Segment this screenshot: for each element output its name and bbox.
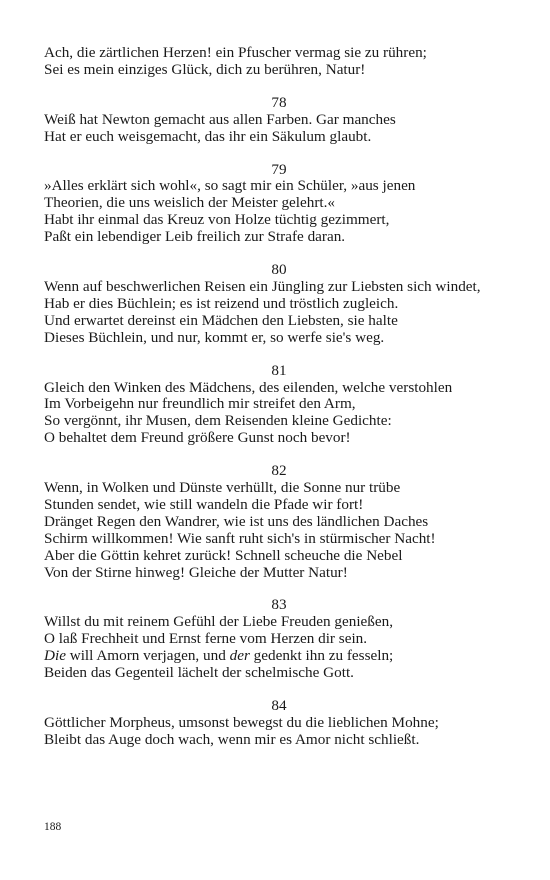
verse-line: Theorien, die uns weislich der Meister gelehrt.« [44,194,336,212]
verse-line: Wenn auf beschwerlichen Reisen ein Jüngling zur Liebsten sich windet, [44,277,481,295]
verse-line: Und erwartet dereinst ein Mädchen den Liebsten, sie halte [44,311,398,329]
poem-84 [44,698,514,749]
verse-line: O laß Frechheit und Ernst ferne vom Herzen dir sein. [44,630,368,648]
verse-line: »Alles erklärt sich wohl«, so sagt mir ein Schüler, »aus jenen [44,177,416,195]
verse-line: Beiden das Gegenteil lächelt der schelmische Gott. [44,664,354,682]
verse-line: Im Vorbeigehn nur freundlich mir streifet den Arm, [44,395,356,413]
poem-number: 84 [271,697,287,714]
verse-line: Sei es mein einziges Glück, dich zu berühren, Natur! [44,60,366,78]
poem-number: 80 [271,261,287,279]
verse-line: Schirm willkommen! Wie sanft ruht sich's in stürmischer Nacht! [44,529,436,547]
verse-line: Dieses Büchlein, und nur, kommt er, so werfe sie's weg. [44,328,385,346]
verse-line: So vergönnt, ihr Musen, dem Reisenden kleine Gedichte: [44,412,392,430]
emphasis-der: der [229,647,250,665]
poem-83 [44,597,514,682]
verse-line: Habt ihr einmal das Kreuz von Holze tüchtig gezimmert, [44,211,390,229]
poem-77-continuation [44,45,514,79]
poem-81 [44,363,514,448]
page-body [44,45,514,749]
page-number: 188 [44,821,62,833]
verse-line: Bleibt das Auge doch wach, wenn mir es Amor nicht schließt. [44,730,420,748]
poem-number: 78 [271,93,287,111]
verse-line: Paßt ein lebendiger Leib freilich zur Strafe daran. [44,228,346,246]
verse-line [44,648,514,665]
poem-82 [44,463,514,581]
verse-line: Dränget Regen den Wandrer, wie ist uns des ländlichen Daches [44,512,429,530]
poem-80 [44,262,514,347]
verse-line: Gleich den Winken des Mädchens, des eilenden, welche verstohlen [44,378,453,396]
verse-text: gedenkt ihn zu fesseln; [249,647,394,665]
verse-line: Hab er dies Büchlein; es ist reizend und tröstlich zugleich. [44,294,399,312]
poem-number: 79 [271,160,287,178]
verse-line: Aber die Göttin kehret zurück! Schnell scheuche die Nebel [44,546,403,564]
verse-line: Göttlicher Morpheus, umsonst bewegst du die lieblichen Mohne; [44,713,439,731]
verse-line: Stunden sendet, wie still wandeln die Pfade wir fort! [44,495,364,513]
poem-number: 82 [271,462,287,480]
verse-line: Hat er euch weisgemacht, das ihr ein Säkulum glaubt. [44,127,372,145]
verse-line: Ach, die zärtlichen Herzen! ein Pfuscher vermag sie zu rühren; [44,44,427,61]
verse-line: O behaltet dem Freund größere Gunst noch bevor! [44,429,351,447]
verse-line: Willst du mit reinem Gefühl der Liebe Freuden genießen, [44,613,394,631]
poem-79 [44,162,514,247]
poem-number: 81 [271,361,287,379]
emphasis-die: Die [44,647,66,665]
verse-line: Wenn, in Wolken und Dünste verhüllt, die Sonne nur trübe [44,479,401,497]
poem-number: 83 [271,596,287,614]
poem-78 [44,95,514,146]
verse-line: Weiß hat Newton gemacht aus allen Farben. Gar manches [44,110,396,128]
verse-text: will Amorn verjagen, und [65,647,230,665]
verse-line: Von der Stirne hinweg! Gleiche der Mutter Natur! [44,563,348,581]
